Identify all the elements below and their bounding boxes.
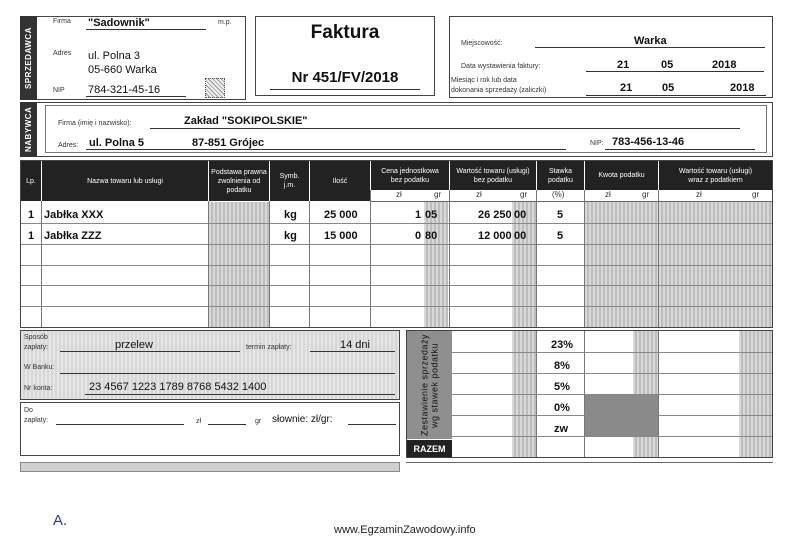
seller-nip-line <box>86 96 186 97</box>
amount-in-words-label: słownie: zł/gr: <box>272 414 333 425</box>
row2-qty: 15 000 <box>324 230 358 242</box>
seller-section-label: SPRZEDAWCA <box>20 16 37 100</box>
seller-nip-value: 784-321-45-16 <box>88 84 161 96</box>
amount-due-zl: zł <box>196 418 202 425</box>
col-line-4 <box>309 201 310 327</box>
seller-adres-line1: ul. Polna 3 <box>88 50 140 62</box>
summary-rate-5: 5% <box>554 381 570 393</box>
buyer-firma-label: Firma (imię i nazwisko): <box>58 120 132 127</box>
summary-razem: RAZEM <box>407 440 452 457</box>
sale-day: 21 <box>620 82 633 94</box>
summary-row-4 <box>452 415 772 416</box>
summary-row-2 <box>452 373 772 374</box>
account-label: Nr konta: <box>24 385 53 392</box>
invoice-number-line <box>270 89 420 90</box>
account-value: 23 4567 1223 1789 8768 5432 1400 <box>89 381 267 393</box>
header-nazwa: Nazwa towaru lub usługi <box>42 161 208 201</box>
summary-row-5 <box>452 436 772 437</box>
summary-rate-zw: zw <box>554 423 569 435</box>
stamp-icon <box>205 78 225 98</box>
issue-day: 21 <box>617 59 630 71</box>
issue-date-label: Data wystawienia faktury: <box>461 63 541 70</box>
row2-price-gr: 80 <box>425 230 438 242</box>
seller-adres-line2: 05-660 Warka <box>88 64 157 76</box>
amount-due-zl-line <box>56 424 184 425</box>
bank-line <box>60 373 395 374</box>
header-lp: Lp. <box>21 161 41 201</box>
header-ilosc: Ilość <box>310 161 370 201</box>
row1-qty: 25 000 <box>324 209 358 221</box>
sale-date-label-1: Miesiąc i rok lub data <box>451 77 517 84</box>
invoice-number: Nr 451/FV/2018 <box>291 69 399 86</box>
place-date-box <box>449 16 773 98</box>
row1-name: Jabłka XXX <box>44 209 104 221</box>
seller-firma-value: "Sadownik" <box>88 17 150 29</box>
summary-rate-23: 23% <box>551 339 574 351</box>
buyer-adres-city: 87-851 Grójec <box>192 137 265 149</box>
col-line-1 <box>41 201 42 327</box>
col-line-2 <box>208 201 209 327</box>
buyer-adres-label: Adres: <box>58 142 79 149</box>
bottom-shade-strip <box>20 462 400 472</box>
subheader-row <box>371 190 772 202</box>
header-wartosc-z: Wartość towaru (usługi) wraz z podatkiem <box>659 161 772 190</box>
col-line-8 <box>584 190 585 327</box>
sale-date-line <box>586 95 766 96</box>
amount-due-gr: gr <box>255 418 262 425</box>
row2-name: Jabłka ZZZ <box>44 230 102 242</box>
seller-firma-line <box>86 29 206 30</box>
row-line-5 <box>21 306 772 307</box>
col-line-3 <box>269 201 270 327</box>
summary-rate-0: 0% <box>554 402 570 414</box>
site-footer[interactable]: www.EgzaminZawodowy.info <box>334 524 476 536</box>
sub-wartosc-zl: zł <box>476 190 482 199</box>
payment-method-label: Sposób zapłaty: <box>24 334 49 351</box>
amount-due-box <box>20 402 400 456</box>
row2-price-zl: 0 <box>415 230 422 242</box>
sub-cena-zl: zł <box>396 190 402 199</box>
col-line-6 <box>449 190 450 327</box>
seller-adres-label: Adres <box>53 50 72 57</box>
payment-term-label: termin zapłaty: <box>246 344 292 351</box>
answer-letter: A. <box>53 512 68 529</box>
issue-month: 05 <box>661 59 674 71</box>
header-stawka: Stawka podatku <box>537 161 584 190</box>
payment-term-line <box>310 351 395 352</box>
place-label: Miejscowość: <box>461 40 503 47</box>
col-line-5 <box>370 190 371 327</box>
row1-value-zl: 26 250 <box>478 209 512 221</box>
row2-unit: kg <box>284 230 297 242</box>
sub-kwota-zl: zł <box>605 190 611 199</box>
row1-lp: 1 <box>28 209 35 221</box>
sub-kwota-gr: gr <box>642 190 650 199</box>
buyer-firma-line <box>150 128 740 129</box>
bank-label: W Banku: <box>24 364 55 371</box>
amount-due-gr-line <box>208 424 246 425</box>
sub-cena-gr: gr <box>434 190 442 199</box>
col-line-9 <box>658 190 659 327</box>
summary-rate-8: 8% <box>554 360 570 372</box>
place-value: Warka <box>634 35 667 47</box>
sub-wz-zl: zł <box>696 190 702 199</box>
buyer-adres-street: ul. Polna 5 <box>89 137 145 149</box>
payment-method-value: przelew <box>115 339 153 351</box>
header-podstawa: Podstawa prawna zwolnienia od podatku <box>209 161 269 201</box>
place-line <box>535 47 765 48</box>
col-line-7 <box>536 190 537 327</box>
buyer-nip-value: 783-456-13-46 <box>612 136 685 148</box>
account-line <box>85 394 395 395</box>
issue-date-line <box>586 71 764 72</box>
row1-unit: kg <box>284 209 297 221</box>
header-symb: Symb. j.m. <box>270 161 309 201</box>
amount-in-words-line <box>348 424 396 425</box>
summary-side-label: Zestawienie sprzedaży wg stawek podatku <box>407 331 452 439</box>
row-line-4 <box>21 285 772 286</box>
header-cena: Cena jednostkowa bez podatku <box>371 161 449 190</box>
row2-rate: 5 <box>557 230 564 242</box>
seller-nip-label: NIP <box>53 87 65 94</box>
buyer-firma-value: Zakład "SOKIPOLSKIE" <box>184 115 308 127</box>
row2-lp: 1 <box>28 230 35 242</box>
buyer-nip-label: NIP: <box>590 140 604 147</box>
row1-value-gr: 00 <box>514 209 527 221</box>
sale-date-label-2: dokonania sprzedaży (zaliczki) <box>451 87 547 94</box>
sale-year: 2018 <box>730 82 755 94</box>
bottom-right-border <box>406 462 773 473</box>
sub-stawka-pct: (%) <box>552 190 565 199</box>
amount-due-label: Do zapłaty: <box>24 407 49 424</box>
payment-method-line <box>60 351 240 352</box>
sub-wartosc-gr: gr <box>520 190 528 199</box>
seller-mp-label: m.p. <box>218 19 232 26</box>
buyer-nip-line <box>605 149 755 150</box>
row2-value-zl: 12 000 <box>478 230 512 242</box>
row-line-3 <box>21 265 772 266</box>
buyer-section-label: NABYWCA <box>20 102 37 157</box>
row1-price-zl: 1 <box>415 209 422 221</box>
header-wartosc: Wartość towaru (usługi) bez podatku <box>450 161 536 190</box>
row-line-1 <box>21 223 772 224</box>
row2-value-gr: 00 <box>514 230 527 242</box>
header-kwota: Kwota podatku <box>585 161 658 190</box>
summary-row-1 <box>452 352 772 353</box>
row1-rate: 5 <box>557 209 564 221</box>
issue-year: 2018 <box>712 59 737 71</box>
seller-firma-label: Firma <box>53 18 71 25</box>
payment-term-value: 14 dni <box>340 339 370 351</box>
buyer-adres-line <box>86 149 566 150</box>
summary-row-3 <box>452 394 772 395</box>
row1-price-gr: 05 <box>425 209 438 221</box>
invoice-title: Faktura <box>310 22 380 43</box>
row-line-2 <box>21 244 772 245</box>
sale-month: 05 <box>662 82 675 94</box>
sub-wz-gr: gr <box>752 190 760 199</box>
